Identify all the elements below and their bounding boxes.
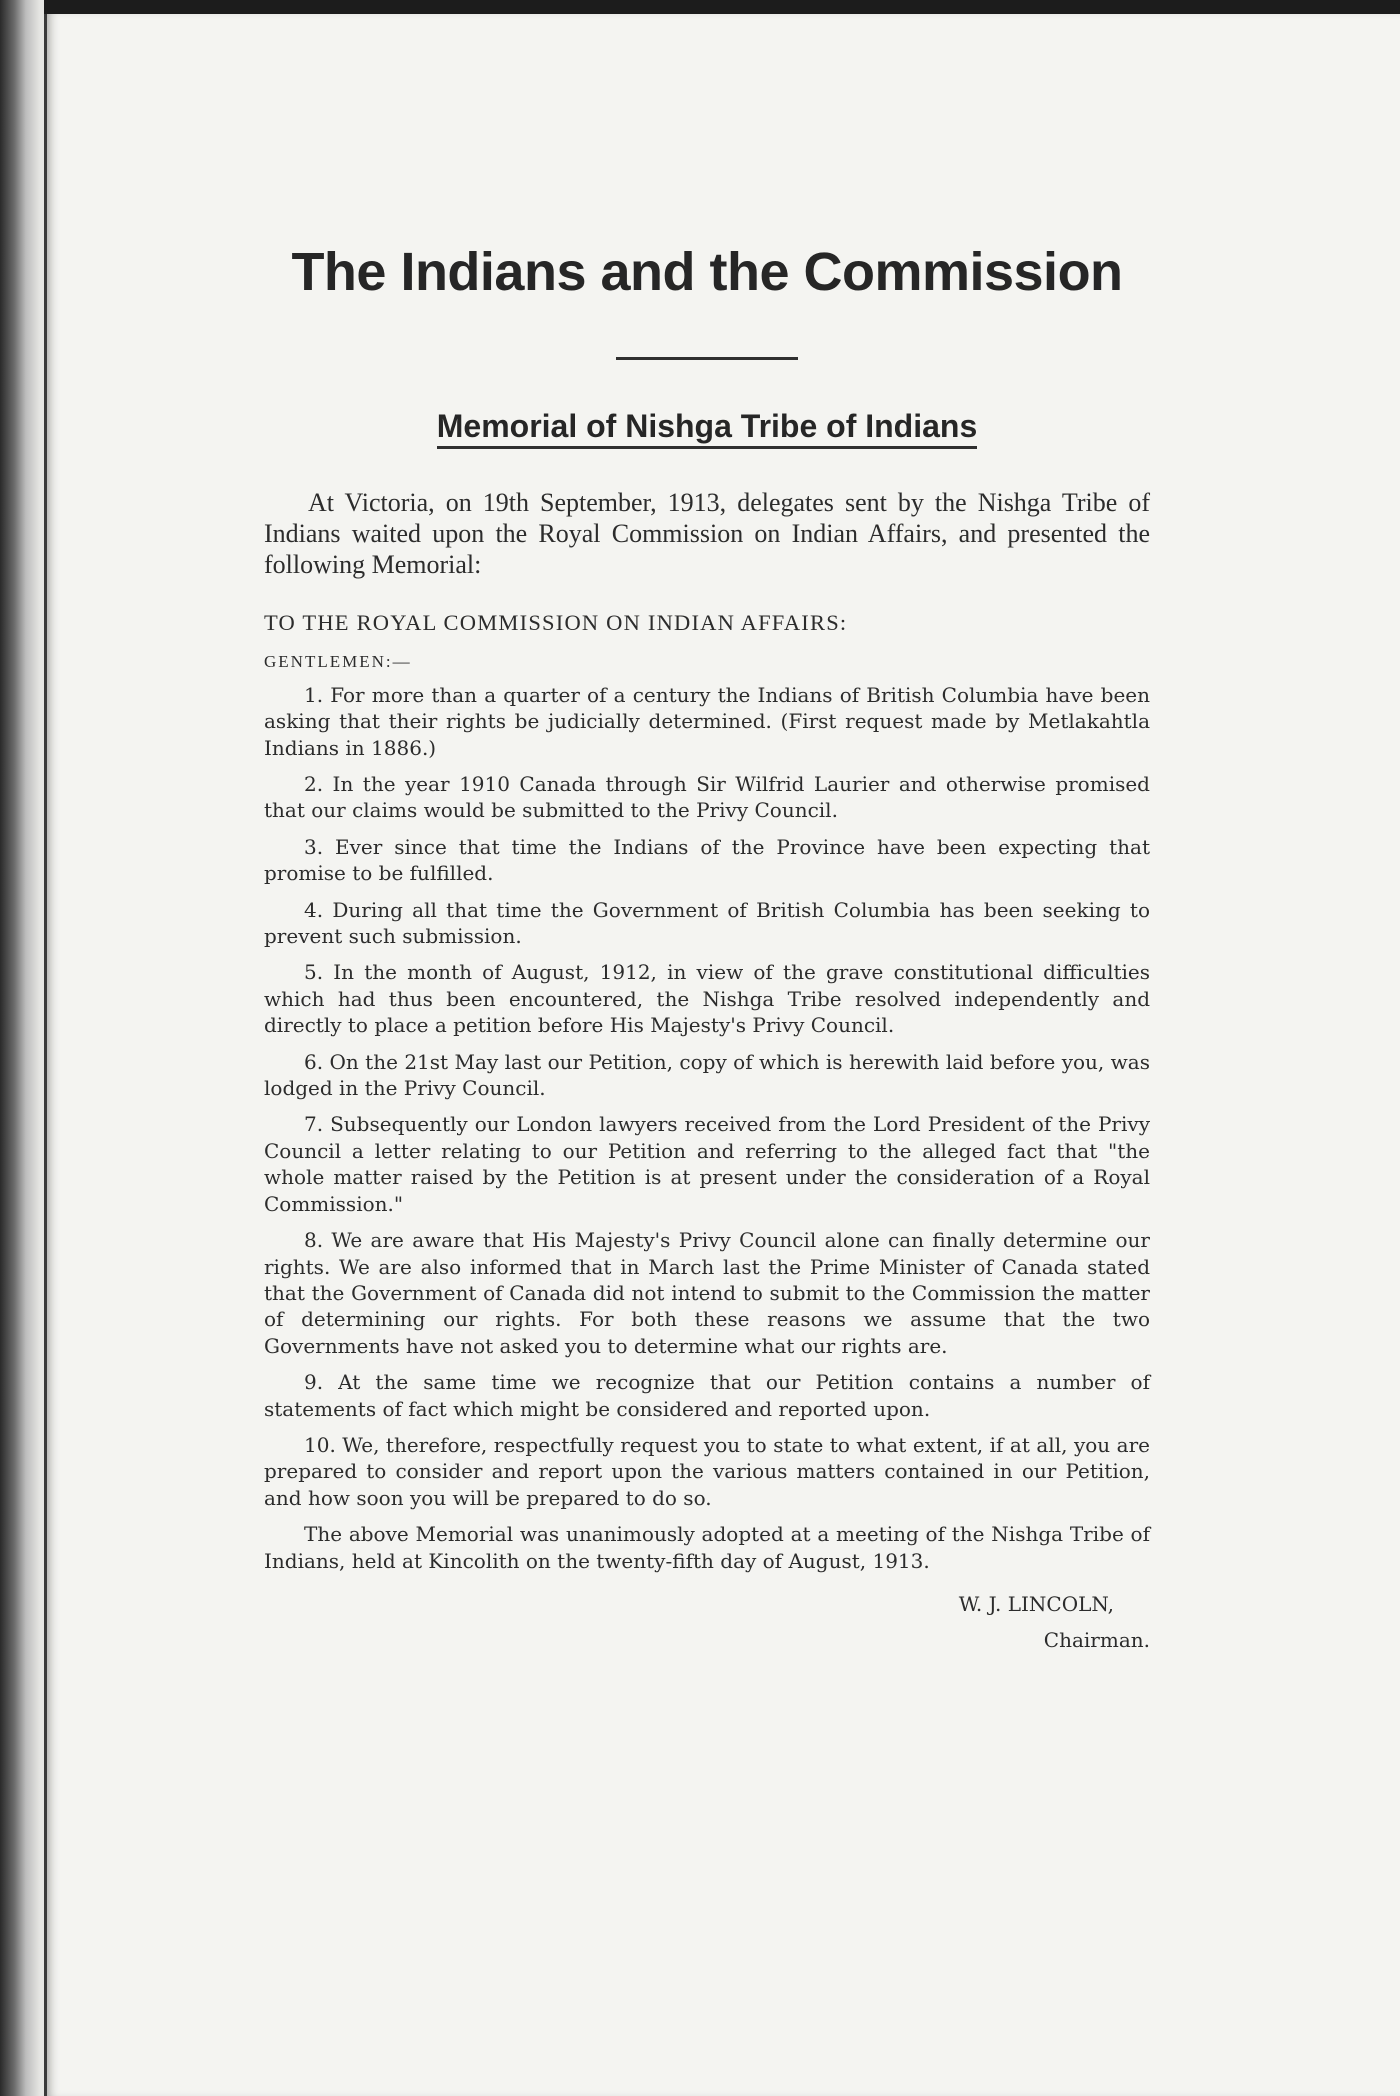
page-title: The Indians and the Commission	[291, 242, 1123, 302]
memorial-paragraph-6: 6. On the 21st May last our Petition, copy of which is herewith laid before you, was lodged in the Privy Council.	[264, 1049, 1150, 1101]
memorial-paragraph-9: 9. At the same time we recognize that our Petition contains a number of statements of fact which might be considered and reported upon.	[264, 1370, 1150, 1421]
memorial-paragraph-1: 1. For more than a quarter of a century the Indians of British Columbia have been asking that their rights be judicially determined. (First request made by Metlakahtla Indians in 1886.)	[264, 682, 1150, 760]
signature-block	[264, 1586, 1150, 1658]
page-binding-edge	[0, 0, 44, 2096]
memorial-paragraph-2: 2. In the year 1910 Canada through Sir Wilfrid Laurier and otherwise promised that our claims would be submitted to the Privy Council.	[264, 772, 1150, 823]
memorial-paragraph-5: 5. In the month of August, 1912, in view of the grave constitutional difficulties which had thus been encountered, the Nishga Tribe resolved independently and directly to place a petition before His Majesty's Privy Council.	[264, 960, 1150, 1038]
intro-paragraph: At Victoria, on 19th September, 1913, delegates sent by the Nishga Tribe of Indians waited upon the Royal Commission on Indian Affairs, and presented the following Memorial:	[264, 487, 1150, 579]
memorial-heading-text: Memorial of Nishga Tribe of Indians	[437, 408, 978, 449]
closing-paragraph: The above Memorial was unanimously adopted at a meeting of the Nishga Tribe of Indians, held at Kincolith on the twenty-fifth day of August, 1913.	[264, 1522, 1150, 1573]
memorial-paragraph-7: 7. Subsequently our London lawyers received from the Lord President of the Privy Council a letter relating to our Petition and referring to the alleged fact that "the whole matter raised by the Petition is at present under the consideration of a Royal Commission."	[264, 1112, 1150, 1216]
memorial-paragraph-3: 3. Ever since that time the Indians of the Province have been expecting that promise to be fulfilled.	[264, 834, 1150, 886]
memorial-paragraph-4: 4. During all that time the Government of British Columbia has been seeking to prevent such submission.	[264, 897, 1150, 949]
salutation: GENTLEMEN:—	[264, 651, 412, 671]
signatory-role: Chairman.	[1043, 1627, 1150, 1652]
signatory-name: W. J. LINCOLN,	[958, 1591, 1114, 1616]
memorial-paragraph-10: 10. We, therefore, respectfully request you to state to what extent, if at all, you are prepared to consider and report upon the various matters contained in our Petition, and how soon you will be prepared to do so.	[264, 1432, 1150, 1510]
memorial-paragraph-8: 8. We are aware that His Majesty's Privy Council alone can finally determine our rights. We are also informed that in March last the Prime Minister of Canada stated that the Government of Canada did not intend to submit to the Commission the matter of determining our rights. For both these reasons we assume that the two Governments have not asked you to determine what our rights are.	[264, 1228, 1150, 1358]
document-body	[264, 240, 1150, 1658]
memorial-heading	[264, 408, 1150, 445]
address-line: TO THE ROYAL COMMISSION ON INDIAN AFFAIRS:	[264, 609, 848, 635]
title-divider	[616, 357, 798, 360]
